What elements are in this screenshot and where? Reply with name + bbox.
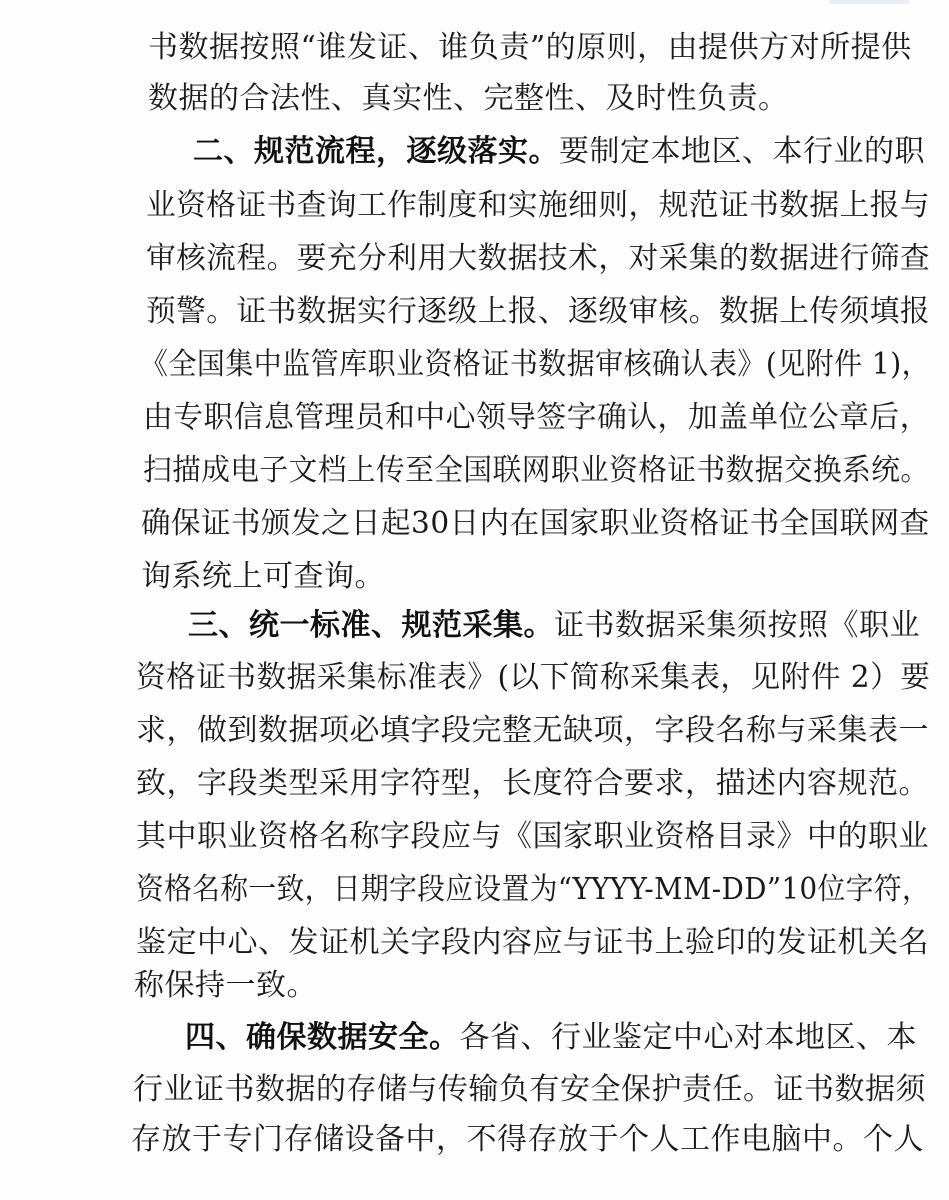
- section-4-first-line: [185, 1018, 917, 1058]
- text-line: 数据的合法性、真实性、完整性、及时性负责。: [148, 81, 789, 116]
- section-heading: 二、规范流程，逐级落实。: [193, 134, 559, 169]
- section-heading: 四、确保数据安全。: [185, 1020, 460, 1055]
- section-heading: 三、统一标准、规范采集。: [188, 608, 554, 643]
- section-2-first-line: [193, 132, 925, 172]
- section-3-first-line: [188, 606, 920, 646]
- text-line: 求，做到数据项必填字段完整无缺项，字段名称与采集表一: [136, 713, 929, 748]
- text-line: 资格名称一致，日期字段应设置为“YYYY-MM-DD”10位字符，: [136, 872, 931, 907]
- text-line: 询系统上可查询。: [141, 559, 385, 594]
- text-span: 要制定本地区、本行业的职: [559, 134, 925, 169]
- text-line: 行业证书数据的存储与传输负有安全保护责任。证书数据须: [133, 1072, 926, 1107]
- text-line: 书数据按照“谁发证、谁负责”的原则，由提供方对所提供: [148, 30, 912, 65]
- text-line: 致，字段类型采用字符型，长度符合要求，描述内容规范。: [136, 766, 929, 801]
- text-line: 由专职信息管理员和中心领导签字确认，加盖单位公章后，: [143, 400, 930, 435]
- text-line: 审核流程。要充分利用大数据技术，对采集的数据进行筛查: [146, 241, 931, 276]
- text-line: 鉴定中心、发证机关字段内容应与证书上验印的发证机关名: [136, 925, 929, 960]
- text-line: 业资格证书查询工作制度和实施细则，规范证书数据上报与: [146, 188, 931, 223]
- text-line: 确保证书颁发之日起30日内在国家职业资格证书全国联网查: [141, 506, 930, 541]
- text-line: 其中职业资格名称字段应与《国家职业资格目录》中的职业: [136, 819, 929, 854]
- text-line: 预警。证书数据实行逐级上报、逐级审核。数据上传须填报: [146, 294, 931, 329]
- text-span: 证书数据采集须按照《职业: [554, 608, 920, 643]
- text-line: 称保持一致。: [134, 968, 317, 1003]
- text-line: 存放于专门存储设备中，不得存放于个人工作电脑中。个人: [131, 1122, 924, 1157]
- text-line: 《全国集中监管库职业资格证书数据审核确认表》(见附件 1)，: [140, 347, 931, 382]
- text-line: 扫描成电子文档上传至全国联网职业资格证书数据交换系统。: [143, 453, 930, 488]
- text-line: 资格证书数据采集标准表》(以下简称采集表，见附件 2）要: [136, 660, 931, 695]
- scan-artifact: [829, 0, 909, 4]
- text-span: 各省、行业鉴定中心对本地区、本: [459, 1020, 917, 1055]
